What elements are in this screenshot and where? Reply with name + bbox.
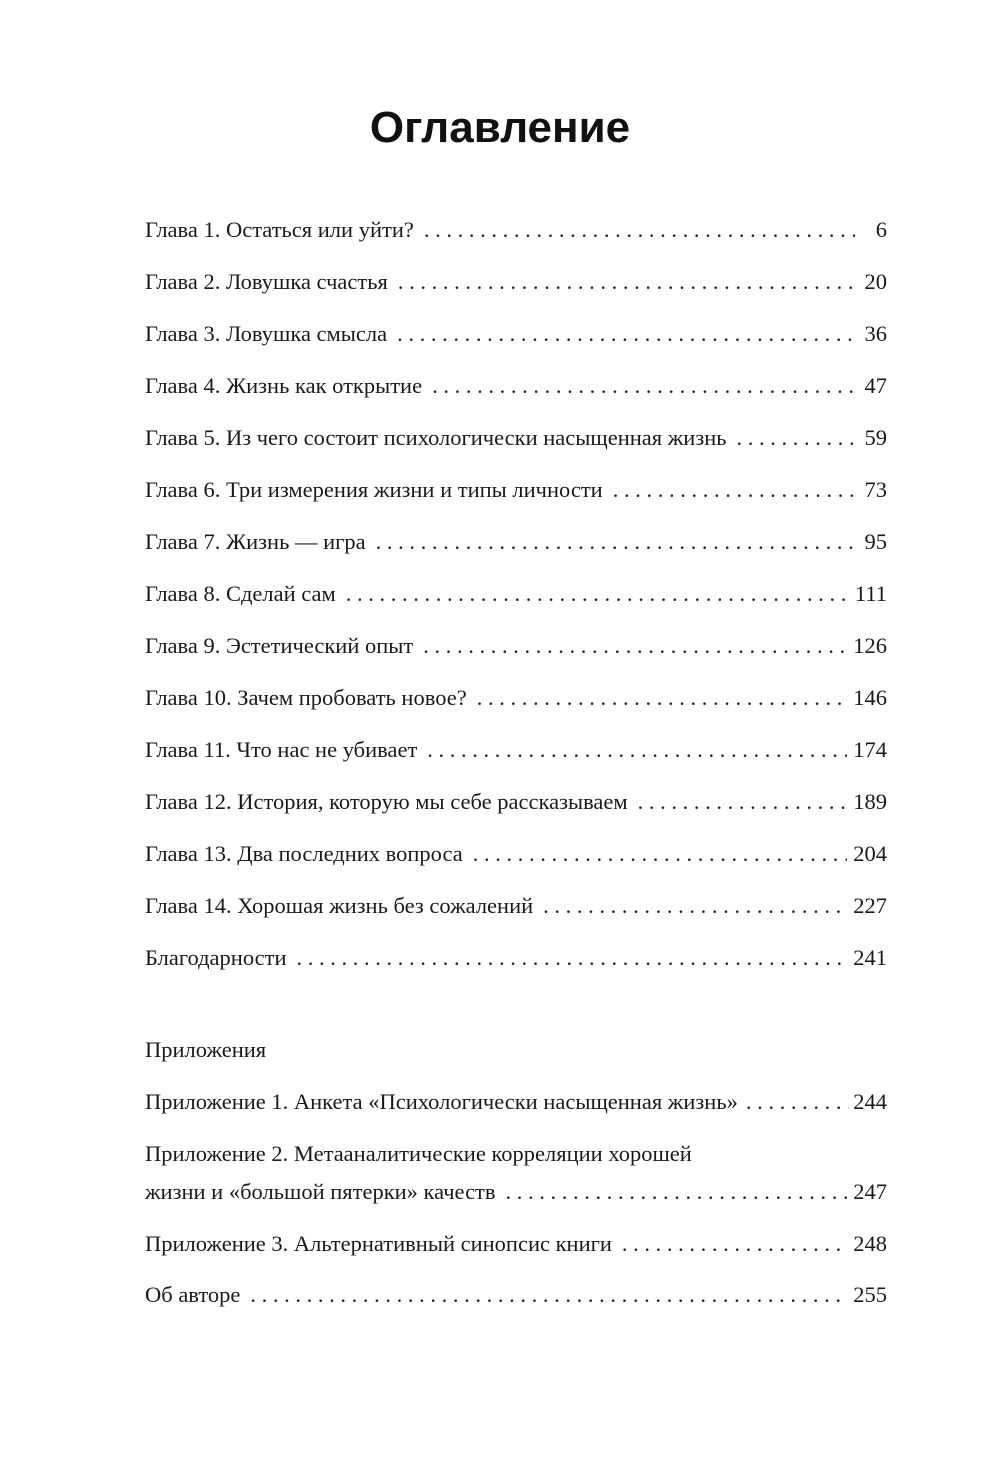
toc-entry-page: 227 bbox=[853, 893, 887, 918]
dot-leader bbox=[638, 783, 848, 821]
toc-entry[interactable] bbox=[145, 887, 887, 925]
toc-entry[interactable] bbox=[145, 315, 887, 353]
appendix-entry-page: 255 bbox=[853, 1282, 887, 1307]
toc-entry[interactable] bbox=[145, 471, 887, 509]
dot-leader bbox=[613, 471, 855, 509]
appendix-entry-label-line1: Приложение 2. Метааналитические корреляции хорошей bbox=[145, 1141, 692, 1166]
toc-entry-label: Глава 11. Что нас не убивает bbox=[145, 737, 418, 762]
dot-leader bbox=[622, 1225, 847, 1263]
dot-leader bbox=[397, 315, 855, 353]
toc-entry[interactable] bbox=[145, 211, 887, 249]
toc-entry-label: Глава 14. Хорошая жизнь без сожалений bbox=[145, 893, 534, 918]
toc-entry-page: 204 bbox=[853, 841, 887, 866]
toc-entry-page: 73 bbox=[864, 477, 887, 502]
toc-entry-page: 174 bbox=[853, 737, 887, 762]
toc-entry-page: 20 bbox=[864, 269, 887, 294]
dot-leader bbox=[432, 367, 855, 405]
toc-entry-label: Глава 1. Остаться или уйти? bbox=[145, 217, 414, 242]
appendix-entry-page: 247 bbox=[853, 1179, 887, 1204]
toc-entry-label: Глава 9. Эстетический опыт bbox=[145, 633, 414, 658]
toc-entry-page: 95 bbox=[864, 529, 887, 554]
toc-entry-label: Глава 3. Ловушка смысла bbox=[145, 321, 388, 346]
dot-leader bbox=[398, 263, 855, 301]
toc-entry-page: 241 bbox=[853, 945, 887, 970]
toc-entry[interactable] bbox=[145, 679, 887, 717]
dot-leader bbox=[297, 939, 848, 977]
appendix-entry[interactable] bbox=[145, 1276, 887, 1314]
toc-entry-label: Глава 4. Жизнь как открытие bbox=[145, 373, 423, 398]
toc-entry-page: 47 bbox=[864, 373, 887, 398]
toc-entry[interactable] bbox=[145, 575, 887, 613]
toc-entry-label: Глава 8. Сделай сам bbox=[145, 581, 336, 606]
appendix-entry[interactable] bbox=[145, 1225, 887, 1263]
toc-entry-page: 189 bbox=[853, 789, 887, 814]
toc-entry[interactable] bbox=[145, 783, 887, 821]
toc-entry[interactable] bbox=[145, 263, 887, 301]
toc-entry[interactable] bbox=[145, 939, 887, 977]
appendix-entry-label: Приложение 3. Альтернативный синопсис книги bbox=[145, 1231, 612, 1256]
dot-leader bbox=[346, 575, 849, 613]
dot-leader bbox=[473, 835, 848, 873]
toc-entry-label: Благодарности bbox=[145, 945, 287, 970]
toc-entry-page: 6 bbox=[875, 217, 887, 242]
toc-entry[interactable] bbox=[145, 523, 887, 561]
appendix-entry-page: 244 bbox=[853, 1089, 887, 1114]
page-title: Оглавление bbox=[369, 103, 631, 152]
dot-leader bbox=[427, 731, 847, 769]
toc-entry-label: Глава 13. Два последних вопроса bbox=[145, 841, 463, 866]
appendix-entry-label: Об авторе bbox=[145, 1282, 241, 1307]
dot-leader bbox=[737, 419, 855, 457]
dot-leader bbox=[376, 523, 855, 561]
toc-entry-page: 146 bbox=[853, 685, 887, 710]
dot-leader bbox=[424, 211, 855, 249]
toc-entry[interactable] bbox=[145, 367, 887, 405]
toc-entry-page: 111 bbox=[854, 581, 887, 606]
toc-entry-page: 126 bbox=[853, 633, 887, 658]
appendix-entry[interactable] bbox=[145, 1135, 887, 1211]
toc-entry[interactable] bbox=[145, 731, 887, 769]
appendix-entry-label: Приложение 1. Анкета «Психологически насыщенная жизнь» bbox=[145, 1089, 738, 1114]
toc-entry-label: Глава 5. Из чего состоит психологически насыщенная жизнь bbox=[145, 425, 727, 450]
toc-entry[interactable] bbox=[145, 627, 887, 665]
dot-leader bbox=[250, 1276, 847, 1314]
toc-entry[interactable] bbox=[145, 835, 887, 873]
toc-entry-label: Глава 2. Ловушка счастья bbox=[145, 269, 388, 294]
dot-leader bbox=[423, 627, 847, 665]
appendix-entry[interactable] bbox=[145, 1083, 887, 1121]
toc-entry[interactable] bbox=[145, 419, 887, 457]
toc-entry-label: Глава 6. Три измерения жизни и типы личности bbox=[145, 477, 603, 502]
toc-entry-page: 36 bbox=[864, 321, 887, 346]
dot-leader bbox=[477, 679, 848, 717]
toc-entry-label: Глава 12. История, которую мы себе рассказываем bbox=[145, 789, 628, 814]
toc-entry-label: Глава 10. Зачем пробовать новое? bbox=[145, 685, 467, 710]
dot-leader bbox=[543, 887, 847, 925]
toc-entry-page: 59 bbox=[864, 425, 887, 450]
appendix-entry-page: 248 bbox=[853, 1231, 887, 1256]
appendix-entry-label-line2: жизни и «большой пятерки» качеств bbox=[145, 1179, 496, 1204]
toc-entry-label: Глава 7. Жизнь — игра bbox=[145, 529, 366, 554]
dot-leader bbox=[746, 1083, 849, 1121]
appendices-heading: Приложения bbox=[145, 1037, 267, 1062]
dot-leader bbox=[506, 1173, 848, 1211]
